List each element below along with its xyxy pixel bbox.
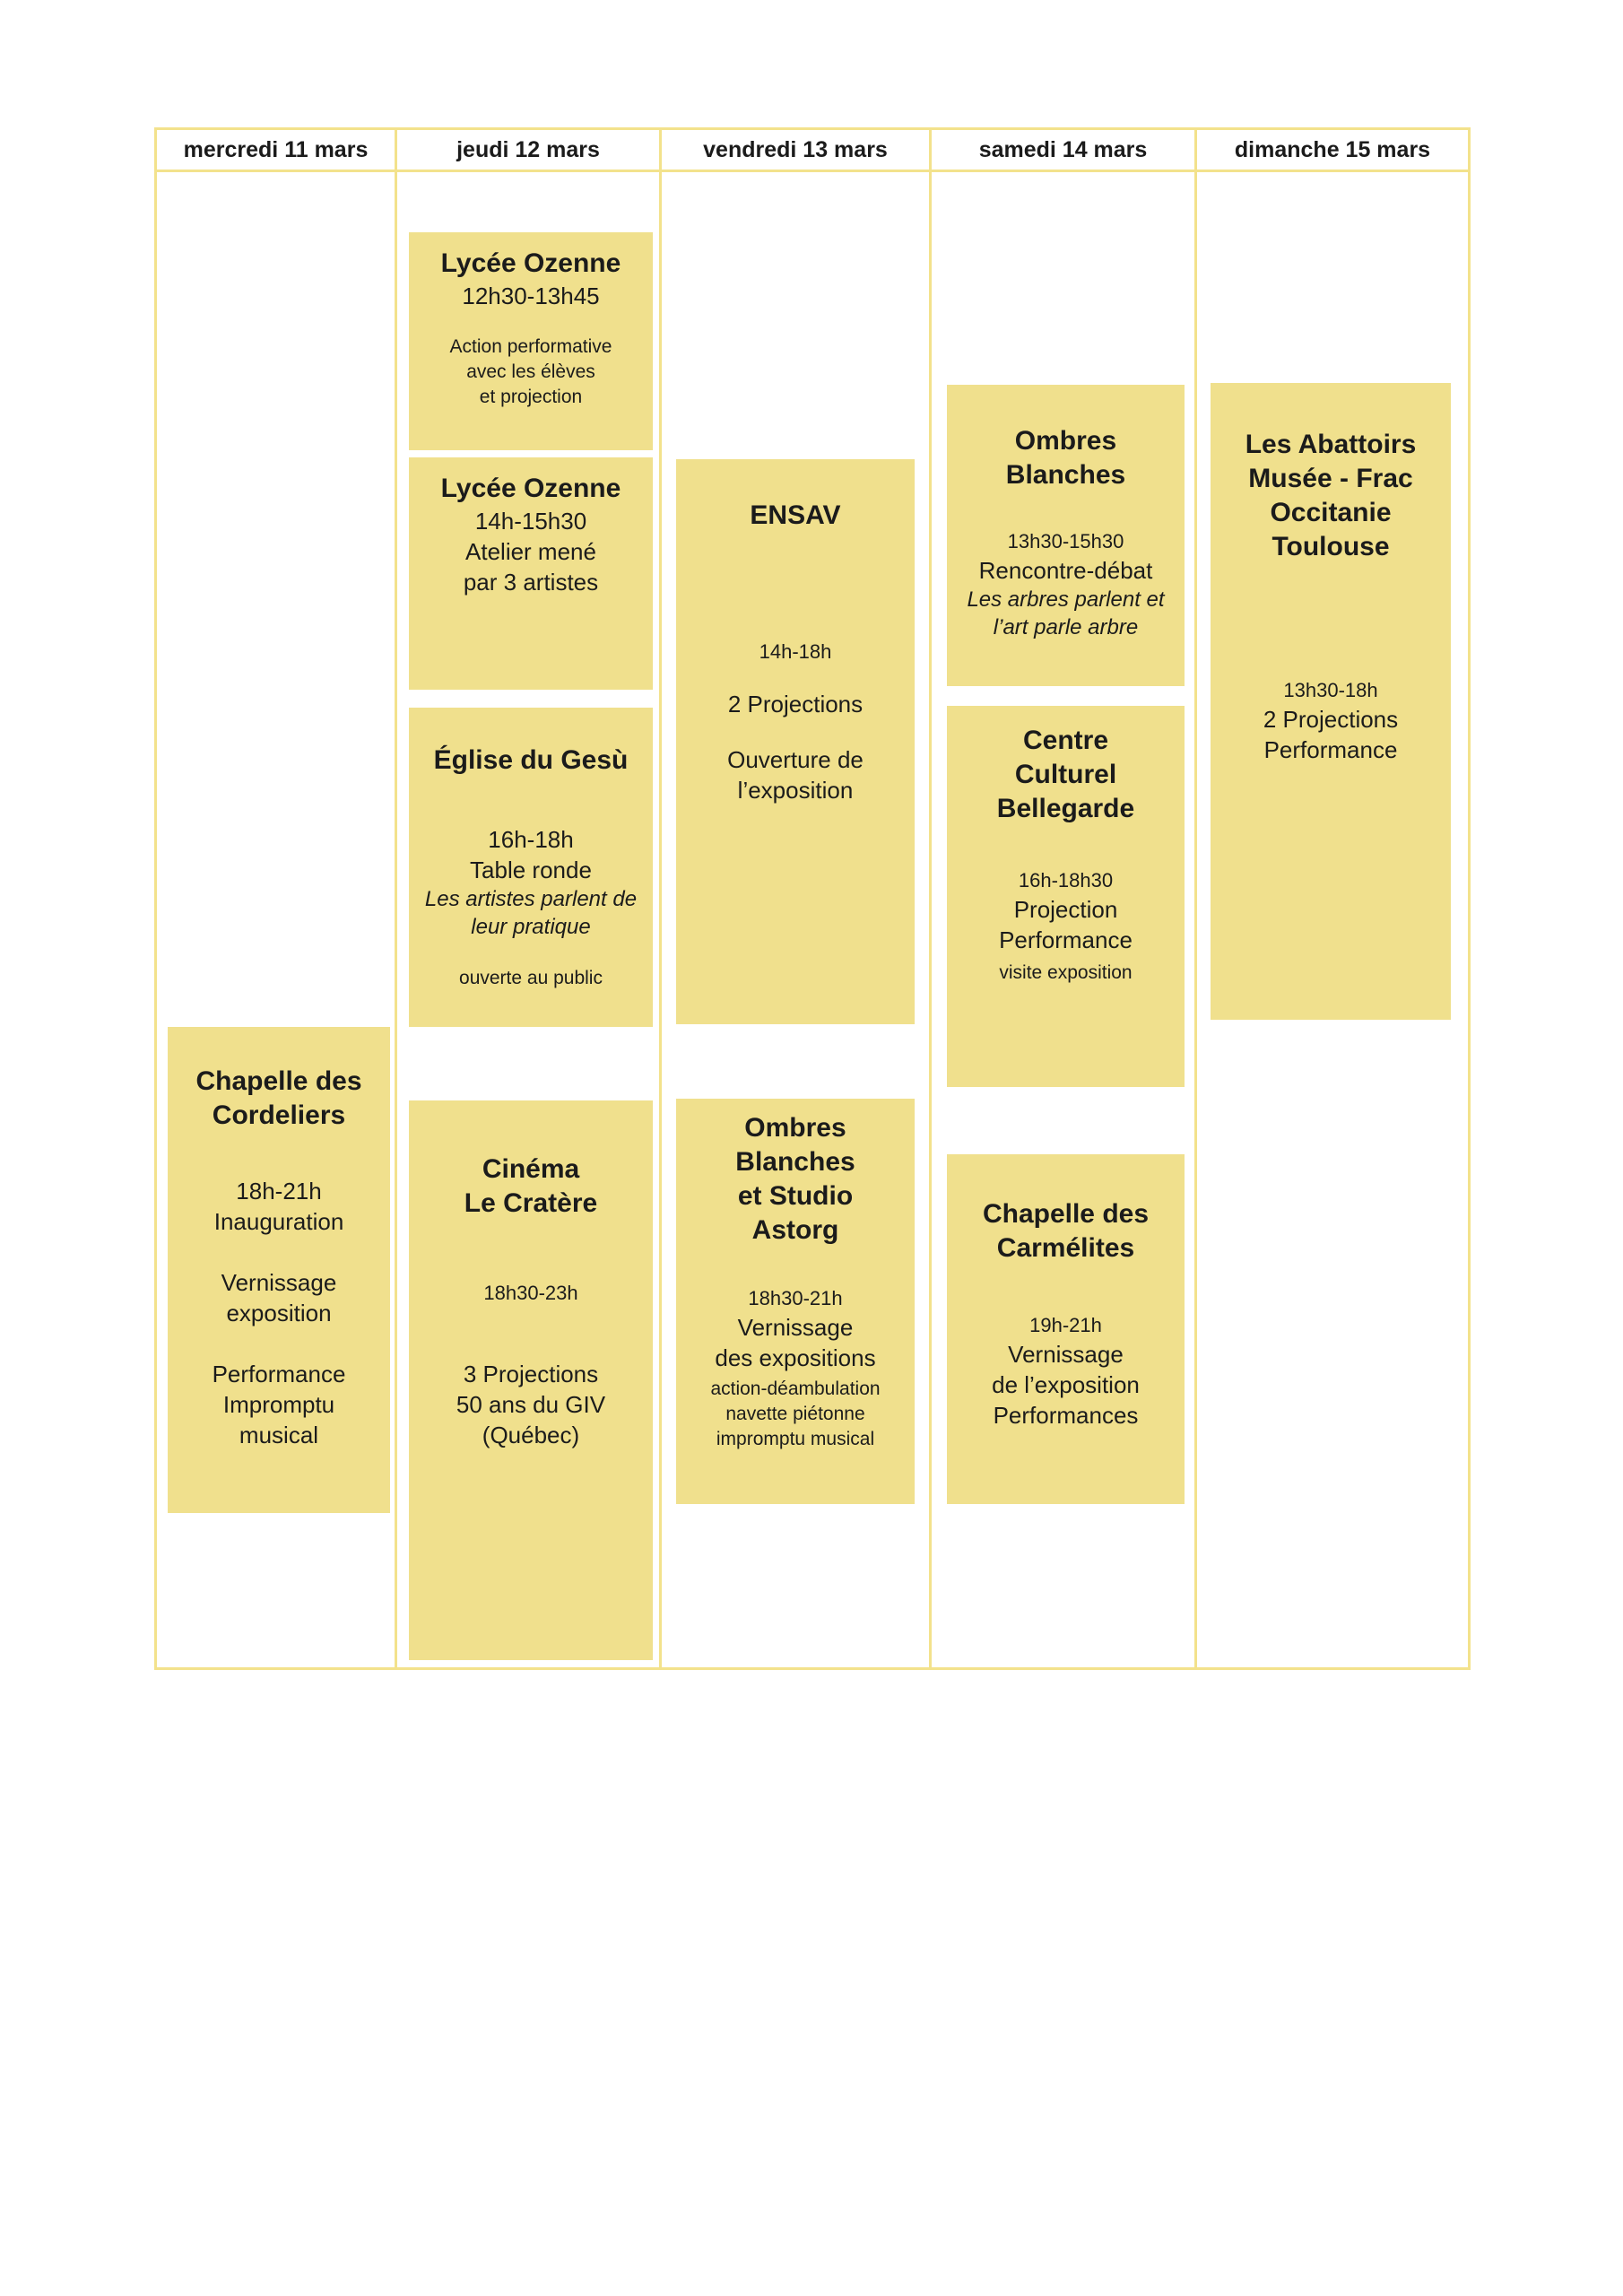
- event-time: 16h-18h30: [1018, 869, 1114, 891]
- column-mercredi: [157, 172, 397, 1667]
- event-card-ombres-blanches-studio-astorg: [676, 1099, 915, 1504]
- column-vendredi: [662, 172, 932, 1667]
- event-detail: avec les élèves: [466, 361, 595, 382]
- event-detail-group: [168, 1176, 390, 1237]
- event-card-eglise-du-gesu: [409, 708, 653, 1027]
- venue-line: Carmélites: [996, 1233, 1135, 1263]
- event-description: [676, 1377, 915, 1452]
- event-detail: Performance: [1263, 736, 1398, 763]
- event-detail: 2 Projections: [1263, 706, 1399, 733]
- event-card-chapelle-des-cordeliers: [168, 1027, 390, 1513]
- event-subtitle: Les artistes parlent de: [424, 887, 638, 911]
- event-note: visite exposition: [999, 962, 1133, 983]
- venue-name: [409, 1152, 653, 1221]
- event-card-ensav: [676, 459, 915, 1024]
- venue-line: Cinéma: [482, 1154, 580, 1184]
- venue-name: Église du Gesù: [433, 745, 629, 775]
- event-detail-group: [168, 1267, 390, 1328]
- event-subtitle: l’art parle arbre: [993, 615, 1139, 639]
- venue-line: Centre: [1022, 726, 1109, 755]
- schedule-table: [154, 127, 1471, 1670]
- venue-name: [947, 724, 1185, 826]
- column-header-dimanche: dimanche 15 mars: [1234, 136, 1431, 162]
- event-time: 14h-18h: [759, 640, 832, 663]
- venue-line: Blanches: [735, 1147, 855, 1177]
- event-detail: musical: [239, 1422, 319, 1448]
- venue-name: [168, 1065, 390, 1133]
- event-note: ouverte au public: [459, 968, 603, 988]
- venue-line: Chapelle des: [195, 1066, 362, 1096]
- event-detail: impromptu musical: [716, 1429, 875, 1449]
- event-time: 13h30-15h30: [1007, 530, 1124, 552]
- event-detail: Impromptu: [222, 1391, 335, 1418]
- event-time: 13h30-18h: [1283, 679, 1378, 701]
- venue-line: Toulouse: [1271, 532, 1390, 561]
- event-time: 12h30-13h45: [462, 283, 600, 309]
- event-detail-group: [168, 1359, 390, 1450]
- event-time: 19h-21h: [1029, 1314, 1102, 1336]
- event-detail-group: [409, 1359, 653, 1450]
- venue-line: Les Abattoirs: [1245, 430, 1417, 459]
- event-card-lycee-ozenne-2: [409, 457, 653, 690]
- column-jeudi: [397, 172, 662, 1667]
- event-detail: Atelier mené: [465, 538, 596, 565]
- venue-line: Occitanie: [1270, 498, 1392, 527]
- event-detail: Vernissage: [1008, 1341, 1124, 1368]
- column-header-samedi: samedi 14 mars: [932, 130, 1197, 170]
- event-time: 18h30-21h: [748, 1287, 843, 1309]
- event-detail: action-déambulation: [710, 1378, 881, 1399]
- event-card-cinema-le-cratere: [409, 1100, 653, 1660]
- event-detail: de l’exposition: [992, 1371, 1140, 1398]
- venue-line: Astorg: [751, 1215, 839, 1245]
- event-detail: Inauguration: [213, 1208, 344, 1235]
- event-detail: Vernissage: [737, 1314, 854, 1341]
- venue-name: Lycée Ozenne: [440, 474, 621, 503]
- table-body: [157, 172, 1468, 1667]
- event-detail: par 3 artistes: [463, 569, 599, 596]
- event-subtitle: leur pratique: [471, 915, 591, 939]
- venue-name: [1211, 428, 1451, 564]
- event-time: 18h-21h: [236, 1178, 322, 1205]
- venue-name: ENSAV: [750, 500, 841, 530]
- event-detail: Action performative: [449, 336, 612, 357]
- event-detail: et projection: [479, 387, 583, 407]
- event-detail: Rencontre-débat: [978, 557, 1153, 584]
- event-detail: (Québec): [482, 1422, 580, 1448]
- column-header-jeudi: jeudi 12 mars: [397, 130, 662, 170]
- venue-line: Bellegarde: [996, 794, 1135, 823]
- venue-line: et Studio: [737, 1181, 854, 1211]
- column-header-mercredi: mercredi 11 mars: [157, 130, 397, 170]
- event-detail: exposition: [226, 1300, 332, 1326]
- event-card-centre-culturel-bellegarde: [947, 706, 1185, 1087]
- event-card-ombres-blanches: [947, 385, 1185, 686]
- event-detail: Projection: [1013, 896, 1118, 923]
- venue-name: [676, 1111, 915, 1248]
- venue-line: Cordeliers: [212, 1100, 346, 1130]
- event-time: 16h-18h: [488, 826, 574, 853]
- event-card-lycee-ozenne-1: [409, 232, 653, 450]
- event-detail: des expositions: [715, 1344, 876, 1371]
- venue-line: Ombres: [744, 1113, 846, 1143]
- event-detail: l’exposition: [737, 777, 854, 804]
- venue-line: Le Cratère: [464, 1188, 598, 1218]
- event-detail: Performance: [999, 926, 1133, 953]
- event-detail: 50 ans du GIV: [456, 1391, 606, 1418]
- event-time: 14h-15h30: [474, 508, 587, 535]
- venue-name: Lycée Ozenne: [440, 248, 621, 278]
- event-detail: Vernissage: [221, 1269, 337, 1296]
- event-detail: navette piétonne: [725, 1404, 865, 1424]
- venue-line: Chapelle des: [982, 1199, 1150, 1229]
- event-detail-group: [676, 744, 915, 805]
- event-detail: 3 Projections: [463, 1361, 599, 1387]
- column-dimanche: [1197, 172, 1468, 1667]
- event-description: [409, 335, 653, 410]
- venue-line: Culturel: [1014, 760, 1117, 789]
- event-detail: Ouverture de: [727, 746, 864, 773]
- venue-name: [947, 424, 1185, 492]
- event-time: 18h30-23h: [483, 1282, 578, 1304]
- venue-name: [947, 1197, 1185, 1265]
- event-card-chapelle-des-carmelites: [947, 1154, 1185, 1504]
- venue-line: Musée - Frac: [1248, 464, 1413, 493]
- event-card-les-abattoirs: [1211, 383, 1451, 1020]
- venue-line: Blanches: [1005, 460, 1126, 490]
- venue-line: Ombres: [1014, 426, 1117, 456]
- column-header-vendredi: vendredi 13 mars: [662, 130, 932, 170]
- event-detail: Table ronde: [470, 857, 592, 883]
- column-samedi: [932, 172, 1197, 1667]
- event-detail-group: [409, 824, 653, 941]
- event-detail: Performance: [212, 1361, 346, 1387]
- event-detail: 2 Projections: [727, 691, 864, 718]
- table-header-row: [157, 130, 1468, 172]
- event-detail: Performances: [993, 1402, 1139, 1429]
- event-subtitle: Les arbres parlent et: [967, 587, 1165, 612]
